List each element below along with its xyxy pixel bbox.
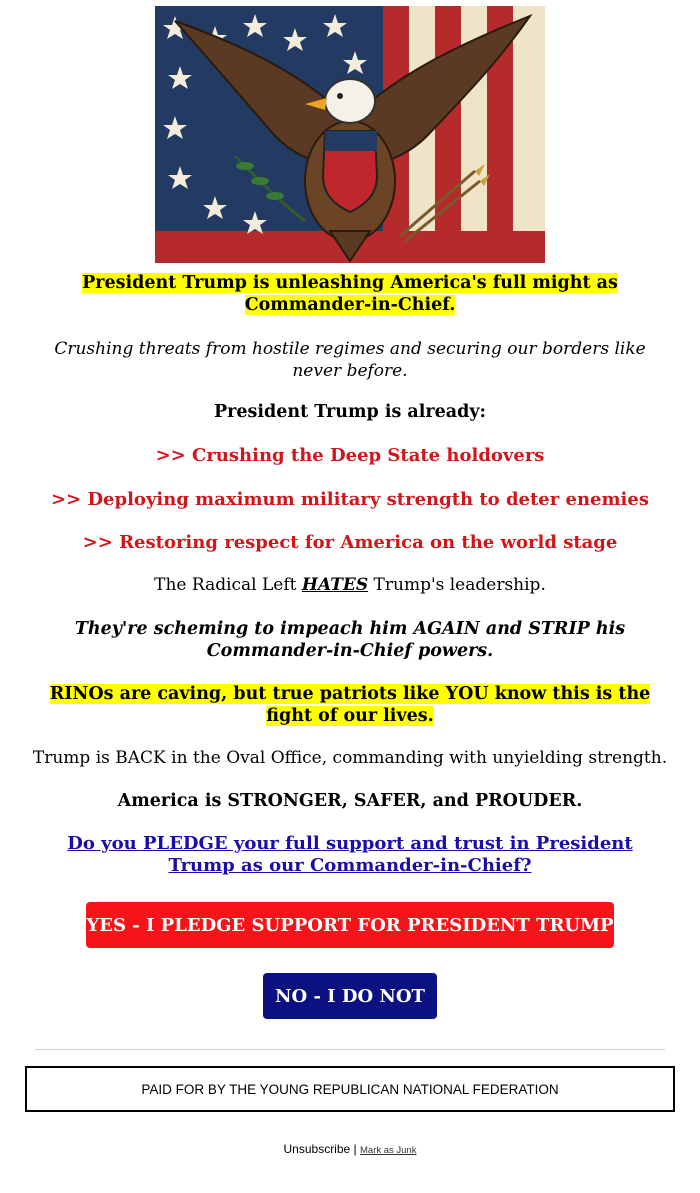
headline: President Trump is unleashing America's full might as Commander-in-Chief. — [82, 273, 618, 315]
bullet-world-respect: >> Restoring respect for America on the world stage — [82, 532, 618, 553]
stronger-line: America is STRONGER, SAFER, and PROUDER. — [117, 791, 583, 811]
already-heading: President Trump is already: — [214, 402, 486, 422]
pledge-link-wrap — [40, 833, 660, 877]
eagle-flag-image — [155, 6, 545, 263]
mark-as-junk-link[interactable]: Mark as Junk — [360, 1145, 417, 1156]
radical-left-line: The Radical Left HATES Trump's leadership. — [154, 575, 546, 595]
bullet-deep-state: >> Crushing the Deep State holdovers — [155, 445, 545, 466]
paid-for-disclaimer: PAID FOR BY THE YOUNG REPUBLICAN NATIONAL FEDERATION — [25, 1066, 675, 1112]
divider — [35, 1049, 665, 1050]
hates-emphasis: HATES — [301, 575, 369, 595]
back-line: Trump is BACK in the Oval Office, commanding with unyielding strength. — [32, 748, 668, 768]
no-button[interactable]: NO - I DO NOT — [263, 973, 437, 1019]
subheadline: Crushing threats from hostile regimes and securing our borders like never before. — [54, 339, 646, 381]
rinos-line: RINOs are caving, but true patriots like YOU know this is the fight of our lives. — [49, 684, 651, 726]
pledge-link[interactable]: Do you PLEDGE your full support and trust in President Trump as our Commander-in-Chief? — [67, 833, 633, 876]
eagle-flag-icon — [155, 6, 545, 263]
bullet-military-strength: >> Deploying maximum military strength to deter enemies — [51, 489, 649, 510]
unsubscribe-link[interactable]: Unsubscribe — [283, 1142, 351, 1156]
footer: Unsubscribe | Mark as Junk — [283, 1142, 417, 1156]
scheming-line: They're scheming to impeach him AGAIN and STRIP his Commander-in-Chief powers. — [74, 619, 626, 661]
yes-pledge-button[interactable]: YES - I PLEDGE SUPPORT FOR PRESIDENT TRUMP — [86, 902, 614, 948]
